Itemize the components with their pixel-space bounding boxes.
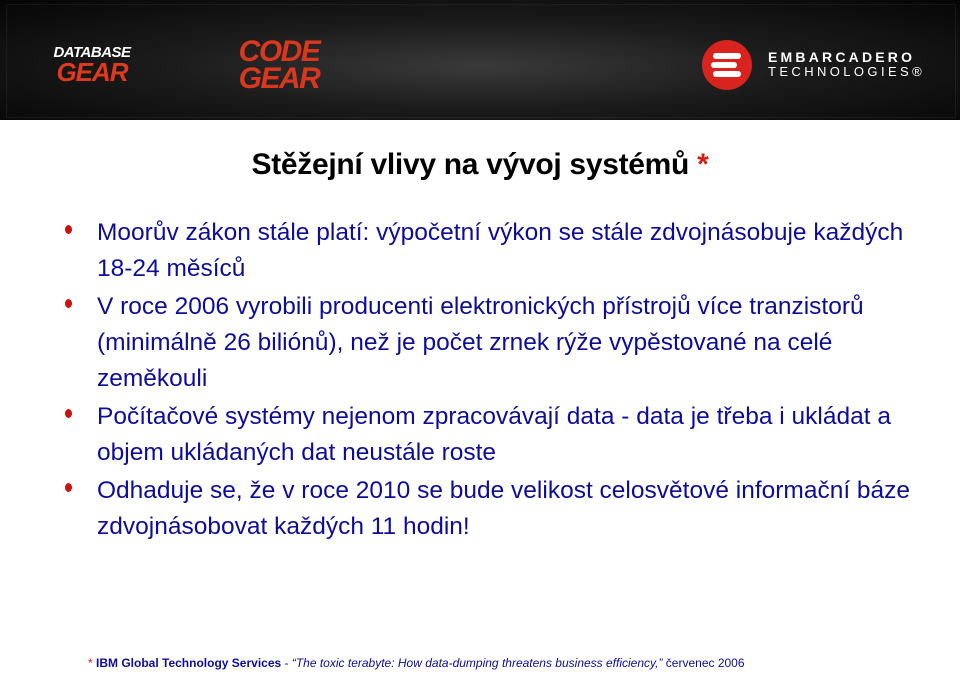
embarcadero-icon bbox=[701, 39, 753, 91]
embarcadero-name: EMBARCADERO bbox=[768, 49, 916, 65]
bullet-dot-icon bbox=[65, 483, 72, 492]
bullet-list bbox=[60, 215, 920, 547]
footnote-separator: - bbox=[281, 656, 292, 670]
slide-title-text: Stěžejní vlivy na vývoj systémů bbox=[251, 148, 690, 181]
bullet-text: V roce 2006 vyrobili producenti elektronických přístrojů více tranzistorů (minimálně 26 biliónů), než je počet zrnek rýže vypěstované na celé zeměkouli bbox=[97, 293, 864, 392]
bullet-text: Odhaduje se, že v roce 2010 se bude velikost celosvětové informační báze zdvojnásobovat každých 11 hodin! bbox=[97, 477, 911, 540]
codegear-logo bbox=[236, 35, 322, 95]
codegear-logo-line1: CODE bbox=[238, 35, 320, 68]
embarcadero-subtitle: TECHNOLOGIES® bbox=[768, 64, 926, 80]
embarcadero-logo-text bbox=[768, 49, 925, 80]
databasegear-logo-line1: DATABASE bbox=[53, 44, 131, 61]
title-footnote-marker: * bbox=[697, 148, 709, 181]
header-banner bbox=[0, 0, 960, 120]
bullet-item bbox=[60, 399, 920, 471]
slide-title bbox=[0, 148, 960, 182]
bullet-text: Počítačové systémy nejenom zpracovávají data - data je třeba i ukládat a objem ukládaných dat neustále roste bbox=[97, 403, 891, 466]
bullet-dot-icon bbox=[65, 225, 72, 234]
bullet-text: Moorův zákon stále platí: výpočetní výkon se stále zdvojnásobuje každých 18-24 měsíců bbox=[97, 219, 904, 282]
codegear-logo-line2: GEAR bbox=[238, 62, 320, 95]
footnote bbox=[88, 656, 745, 670]
databasegear-logo bbox=[52, 45, 132, 85]
bullet-item bbox=[60, 473, 920, 545]
footnote-date: červenec 2006 bbox=[662, 656, 745, 670]
footnote-article: “The toxic terabyte: How data-dumping threatens business efficiency,” bbox=[291, 656, 663, 670]
bullet-dot-icon bbox=[65, 299, 72, 308]
bullet-dot-icon bbox=[65, 409, 72, 418]
bullet-item bbox=[60, 215, 920, 287]
bullet-item bbox=[60, 289, 920, 397]
databasegear-logo-line2: GEAR bbox=[56, 57, 128, 87]
footnote-source: IBM Global Technology Services bbox=[96, 656, 282, 670]
footnote-marker: * bbox=[88, 656, 93, 670]
